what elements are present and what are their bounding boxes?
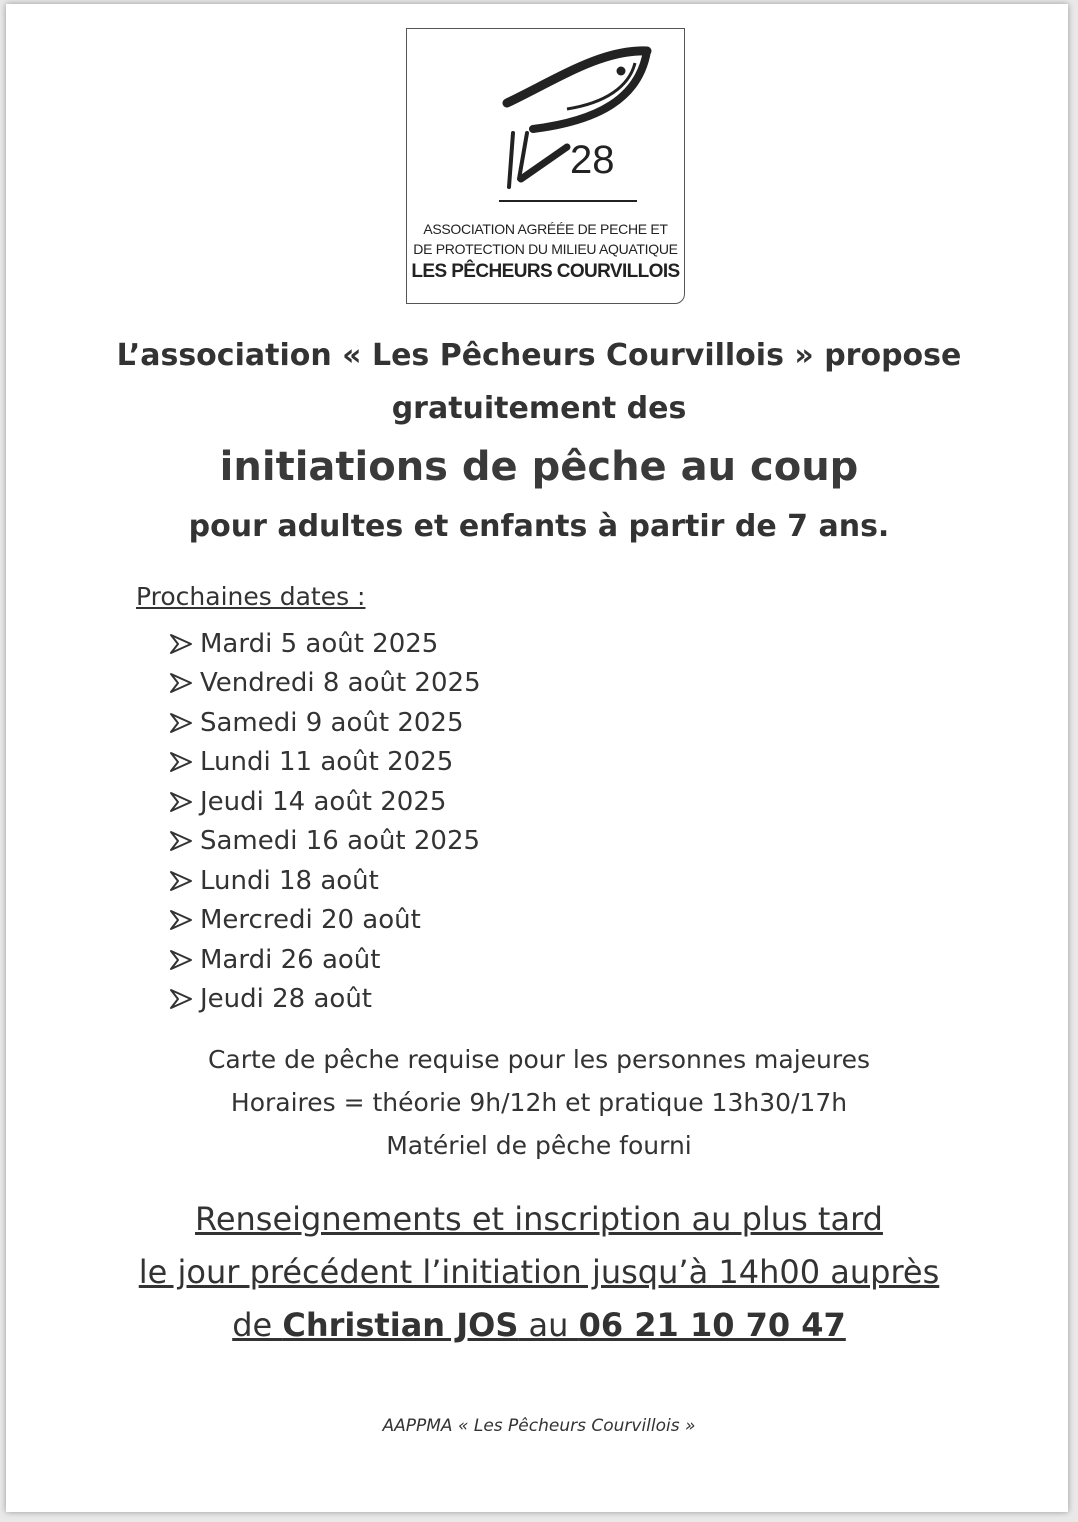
- footer-signature: AAPPMA « Les Pêcheurs Courvillois »: [382, 1416, 696, 1436]
- date-list-item: [168, 861, 481, 901]
- logo-line-1: ASSOCIATION AGRÉÉE DE PECHE ET: [423, 221, 668, 237]
- arrow-bullet-icon: [168, 672, 194, 694]
- arrow-bullet-icon: [168, 870, 194, 892]
- date-text: Samedi 16 août 2025: [200, 826, 481, 857]
- date-text: Vendredi 8 août 2025: [200, 668, 481, 699]
- contact-line-2: le jour précédent l’initiation jusqu’à 14h00 auprès: [138, 1253, 940, 1291]
- date-text: Lundi 11 août 2025: [200, 747, 454, 778]
- date-text: Mardi 5 août 2025: [200, 628, 439, 659]
- contact-phone: 06 21 10 70 47: [578, 1306, 846, 1344]
- date-list-item: [168, 940, 481, 980]
- logo-line-3: LES PÊCHEURS COURVILLOIS: [411, 261, 680, 282]
- dates-title: Prochaines dates :: [136, 582, 366, 611]
- contact-name: Christian JOS: [282, 1306, 519, 1344]
- date-list-item: [168, 624, 481, 664]
- arrow-bullet-icon: [168, 830, 194, 852]
- contact-prefix: de: [232, 1306, 283, 1344]
- heading-audience: pour adultes et enfants à partir de 7 ans.: [188, 509, 890, 544]
- arrow-bullet-icon: [168, 712, 194, 734]
- date-text: Samedi 9 août 2025: [200, 707, 464, 738]
- date-text: Lundi 18 août: [200, 865, 379, 896]
- date-list-item: [168, 901, 481, 941]
- date-list-item: [168, 980, 481, 1020]
- arrow-bullet-icon: [168, 791, 194, 813]
- date-list-item: [168, 822, 481, 862]
- date-list-item: [168, 782, 481, 822]
- arrow-bullet-icon: [168, 949, 194, 971]
- date-list: [168, 624, 481, 1019]
- date-text: Jeudi 14 août 2025: [200, 786, 447, 817]
- date-text: Mardi 26 août: [200, 944, 381, 975]
- association-logo: [406, 28, 685, 304]
- arrow-bullet-icon: [168, 909, 194, 931]
- contact-mid: au: [518, 1306, 579, 1344]
- logo-department-number: 28: [570, 138, 615, 182]
- date-list-item: [168, 743, 481, 783]
- date-text: Mercredi 20 août: [200, 905, 421, 936]
- info-schedule: Horaires = théorie 9h/12h et pratique 13h30/17h: [230, 1088, 848, 1117]
- date-list-item: [168, 664, 481, 704]
- heading-main-title: initiations de pêche au coup: [219, 444, 859, 490]
- arrow-bullet-icon: [168, 633, 194, 655]
- contact-line-1: Renseignements et inscription au plus tard: [195, 1200, 883, 1238]
- info-equipment: Matériel de pêche fourni: [386, 1131, 692, 1160]
- date-text: Jeudi 28 août: [200, 984, 372, 1015]
- logo-line-2: DE PROTECTION DU MILIEU AQUATIQUE: [413, 241, 678, 257]
- heading-line-1: L’association « Les Pêcheurs Courvillois » propose: [116, 338, 962, 373]
- date-list-item: [168, 703, 481, 743]
- fish-logo-icon: [407, 29, 684, 209]
- arrow-bullet-icon: [168, 988, 194, 1010]
- heading-line-2: gratuitement des: [391, 391, 687, 426]
- arrow-bullet-icon: [168, 751, 194, 773]
- info-fishing-card: Carte de pêche requise pour les personnes majeures: [207, 1045, 871, 1074]
- contact-line-3: [0, 1306, 1078, 1344]
